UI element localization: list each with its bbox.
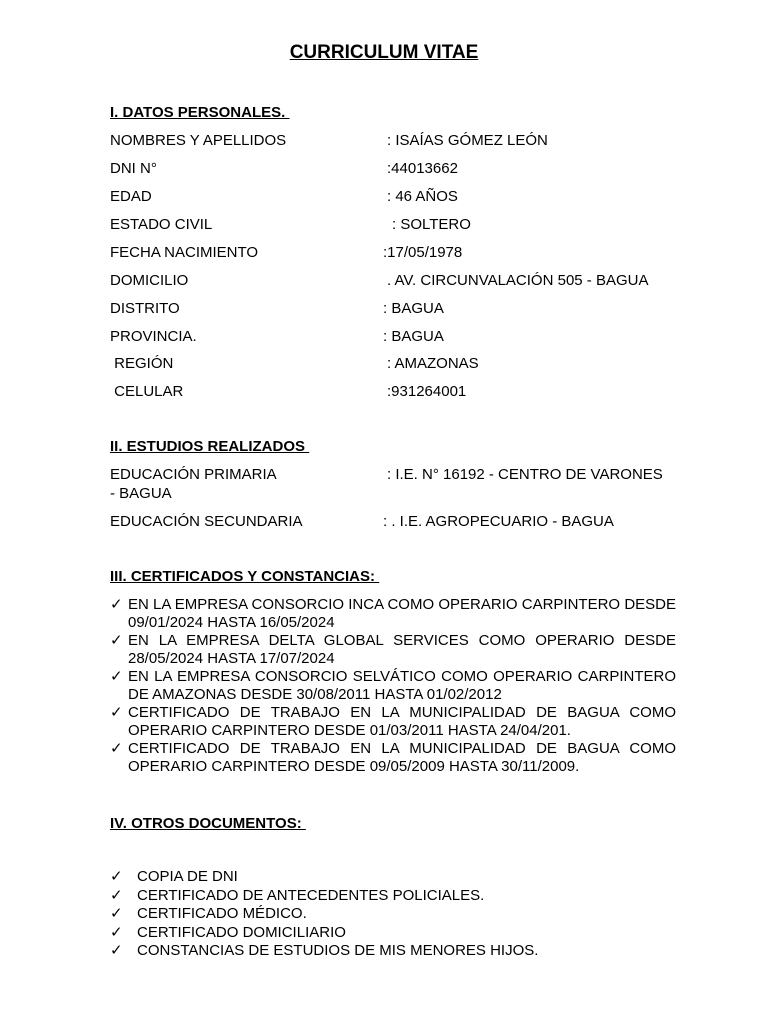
- checkmark-icon: ✓: [110, 942, 123, 959]
- checkmark-icon: ✓: [110, 886, 123, 904]
- certificates-list: [110, 596, 676, 776]
- section-heading-certificates: III. CERTIFICADOS Y CONSTANCIAS:: [110, 568, 380, 585]
- list-item-text: EN LA EMPRESA DELTA GLOBAL SERVICES COMO OPERARIO DESDE 28/05/2024 HASTA 17/07/2024: [128, 632, 676, 667]
- field-label: DOMICILIO: [110, 272, 189, 289]
- field-value-continuation: - BAGUA: [110, 485, 172, 502]
- field-label: PROVINCIA.: [110, 328, 197, 345]
- field-label: DISTRITO: [110, 300, 180, 317]
- list-item: [110, 704, 676, 740]
- list-item: [110, 887, 538, 906]
- list-item-text: CERTIFICADO DOMICILIARIO: [137, 923, 346, 941]
- field-label: EDAD: [110, 188, 152, 205]
- field-value: :44013662: [387, 160, 458, 177]
- field-label: EDUCACIÓN SECUNDARIA: [110, 513, 303, 530]
- documents-list: [110, 868, 538, 961]
- checkmark-icon: ✓: [110, 868, 123, 885]
- checkmark-icon: ✓: [110, 596, 123, 613]
- field-value: :17/05/1978: [383, 244, 463, 261]
- field-label: ESTADO CIVIL: [110, 216, 213, 233]
- field-value: : 46 AÑOS: [387, 188, 458, 205]
- list-item-text: COPIA DE DNI: [137, 868, 238, 885]
- checkmark-icon: ✓: [110, 704, 123, 721]
- field-value: :931264001: [387, 383, 467, 400]
- field-value: : AMAZONAS: [387, 355, 479, 372]
- field-value: : SOLTERO: [392, 216, 471, 233]
- list-item-text: CONSTANCIAS DE ESTUDIOS DE MIS MENORES HIJOS.: [137, 942, 539, 959]
- field-value: : I.E. N° 16192 - CENTRO DE VARONES: [387, 466, 663, 483]
- field-value: : BAGUA: [383, 328, 444, 345]
- list-item-text: EN LA EMPRESA CONSORCIO SELVÁTICO COMO OPERARIO CARPINTERO DE AMAZONAS DESDE 30/08/2011 HASTA 01/02/2012: [128, 668, 676, 703]
- list-item-text: CERTIFICADO DE TRABAJO EN LA MUNICIPALIDAD DE BAGUA COMO OPERARIO CARPINTERO DESDE 09/05/2009 HASTA 30/11/2009.: [128, 740, 676, 775]
- list-item: [110, 868, 538, 887]
- field-label: EDUCACIÓN PRIMARIA: [110, 466, 277, 483]
- field-value: : . I.E. AGROPECUARIO - BAGUA: [383, 513, 614, 530]
- field-label: DNI N°: [110, 160, 157, 177]
- list-item-text: CERTIFICADO DE ANTECEDENTES POLICIALES.: [137, 886, 485, 904]
- field-value: : ISAÍAS GÓMEZ LEÓN: [387, 132, 548, 149]
- checkmark-icon: ✓: [110, 905, 123, 922]
- list-item: [110, 596, 676, 632]
- field-label: FECHA NACIMIENTO: [110, 244, 259, 261]
- field-value: . AV. CIRCUNVALACIÓN 505 - BAGUA: [387, 272, 649, 289]
- checkmark-icon: ✓: [110, 923, 123, 941]
- list-item-text: CERTIFICADO MÉDICO.: [137, 905, 307, 922]
- section-heading-studies: II. ESTUDIOS REALIZADOS: [110, 438, 310, 455]
- document-title: CURRICULUM VITAE: [289, 42, 479, 63]
- list-item: [110, 632, 676, 668]
- field-label: NOMBRES Y APELLIDOS: [110, 132, 287, 149]
- list-item: [110, 905, 538, 924]
- checkmark-icon: ✓: [110, 740, 123, 757]
- list-item-text: EN LA EMPRESA CONSORCIO INCA COMO OPERARIO CARPINTERO DESDE 09/01/2024 HASTA 16/05/2024: [128, 596, 676, 631]
- section-heading-documents: IV. OTROS DOCUMENTOS:: [110, 815, 306, 832]
- list-item: [110, 668, 676, 704]
- list-item: [110, 942, 538, 961]
- field-value: : BAGUA: [383, 300, 444, 317]
- checkmark-icon: ✓: [110, 632, 123, 649]
- section-heading-personal: I. DATOS PERSONALES.: [110, 104, 290, 121]
- field-label: REGIÓN: [110, 355, 174, 372]
- list-item: [110, 740, 676, 776]
- list-item-text: CERTIFICADO DE TRABAJO EN LA MUNICIPALIDAD DE BAGUA COMO OPERARIO CARPINTERO DESDE 01/03/2011 HASTA 24/04/201.: [128, 704, 676, 739]
- field-label: CELULAR: [110, 383, 184, 400]
- checkmark-icon: ✓: [110, 668, 123, 685]
- list-item: [110, 924, 538, 943]
